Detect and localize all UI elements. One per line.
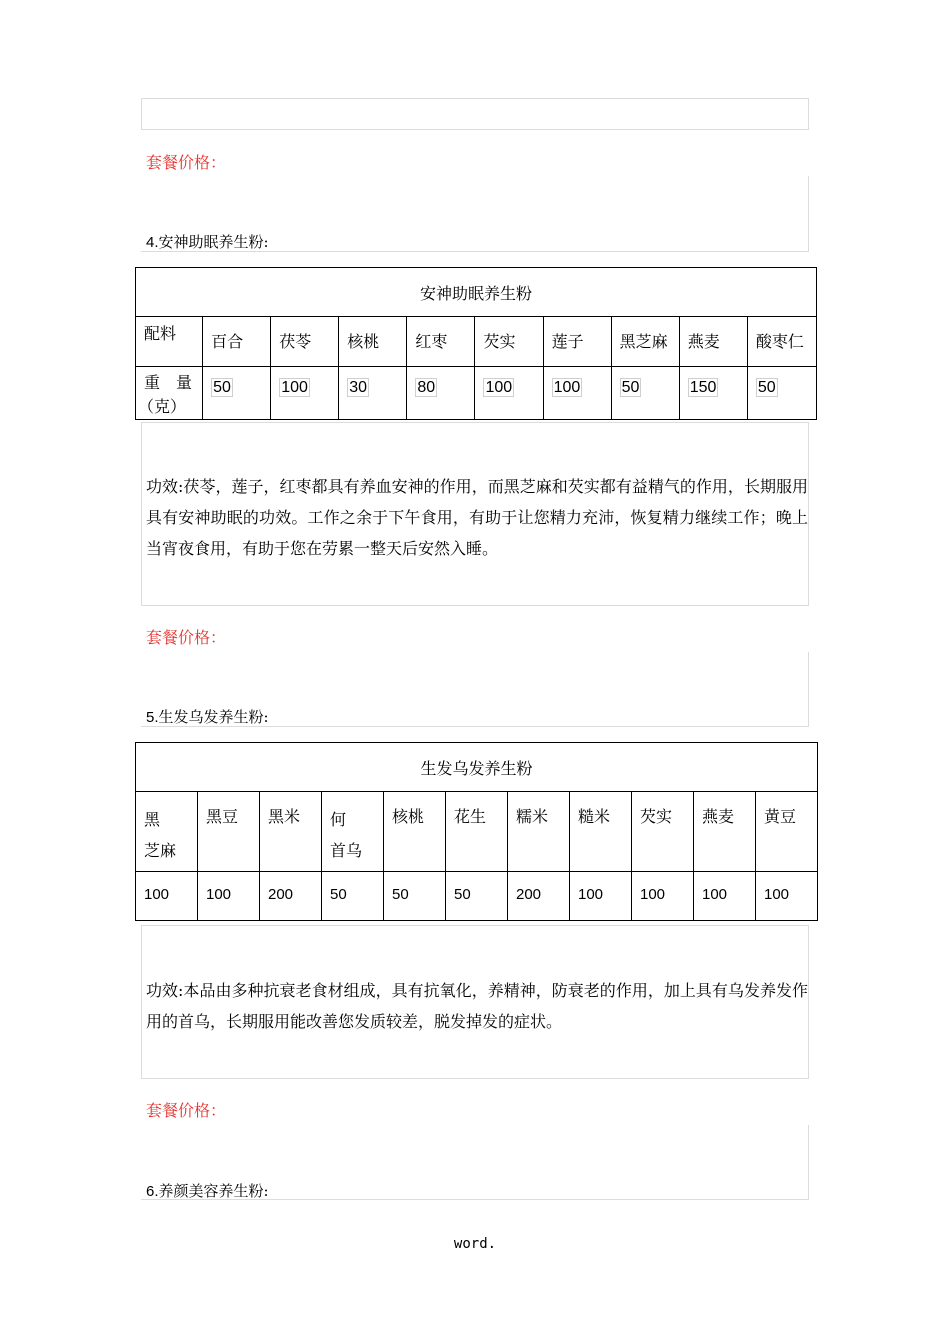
table-cell: 核桃: [339, 317, 407, 367]
table-cell: 核桃: [384, 792, 446, 872]
table-cell: 100: [198, 872, 260, 921]
table-cell: 百合: [203, 317, 271, 367]
table-cell: 芡实: [632, 792, 694, 872]
table-cell: 50: [203, 367, 271, 420]
table-cell: 100: [756, 872, 818, 921]
table-cell: 芡实: [475, 317, 543, 367]
table-cell: 黑豆: [198, 792, 260, 872]
table-cell: 茯苓: [271, 317, 339, 367]
table-cell: 50: [446, 872, 508, 921]
table-cell: 50: [747, 367, 816, 420]
package-price-label: 套餐价格：: [146, 1101, 227, 1120]
section-number: 5.: [146, 709, 159, 726]
package-price-label: 套餐价格：: [146, 153, 227, 172]
table-cell: 黑 芝麻: [136, 792, 198, 872]
table-title: 安神助眠养生粉: [136, 268, 817, 317]
ingredient-table-5: [135, 742, 818, 921]
frame-line: [808, 1125, 809, 1200]
section-heading-6: [146, 1180, 269, 1201]
section-heading-5: [146, 706, 269, 727]
table-row-label: 重 量 （克）: [136, 367, 203, 420]
effect-paragraph-5: 功效:本品由多种抗衰老食材组成，具有抗氧化，养精神，防衰老的作用，加上具有乌发养发作用的首乌，长期服用能改善您发质较差，脱发掉发的症状。: [146, 981, 808, 1031]
section-title: 养颜美容养生粉:: [158, 1182, 269, 1200]
table-cell: 100: [570, 872, 632, 921]
package-price-label: 套餐价格：: [146, 628, 227, 647]
ingredient-table-4: [135, 267, 817, 420]
table-cell: 何 首乌: [322, 792, 384, 872]
section-title: 生发乌发养生粉:: [158, 708, 269, 726]
table-cell: 150: [679, 367, 747, 420]
table-cell: 酸枣仁: [747, 317, 816, 367]
section-heading-4: [146, 231, 269, 252]
section-number: 6.: [146, 1183, 159, 1200]
table-cell: 100: [543, 367, 611, 420]
table-cell: 100: [136, 872, 198, 921]
table-cell: 50: [611, 367, 679, 420]
table-cell: 100: [271, 367, 339, 420]
table-cell: 糙米: [570, 792, 632, 872]
table-cell: 莲子: [543, 317, 611, 367]
table-cell: 30: [339, 367, 407, 420]
section-number: 4.: [146, 234, 159, 251]
empty-frame-top: [141, 98, 809, 130]
table-cell: 100: [694, 872, 756, 921]
table-cell: 红枣: [407, 317, 475, 367]
page-footer: word.: [453, 1236, 497, 1252]
frame-line: [808, 652, 809, 727]
table-cell: 80: [407, 367, 475, 420]
table-cell: 100: [632, 872, 694, 921]
table-cell: 100: [475, 367, 543, 420]
table-cell: 50: [384, 872, 446, 921]
table-cell: 黑米: [260, 792, 322, 872]
table-cell: 200: [508, 872, 570, 921]
table-cell: 黄豆: [756, 792, 818, 872]
table-cell: 黑芝麻: [611, 317, 679, 367]
table-cell: 燕麦: [694, 792, 756, 872]
effect-paragraph-4: 功效:茯苓，莲子，红枣都具有养血安神的作用，而黑芝麻和芡实都有益精气的作用，长期服用具有安神助眠的功效。工作之余于下午食用，有助于让您精力充沛，恢复精力继续工作；晚上当宵夜食用，有助于您在劳累一整天后安然入睡。: [146, 477, 808, 558]
frame-line: [808, 176, 809, 252]
section-title: 安神助眠养生粉:: [158, 233, 269, 251]
table-cell: 50: [322, 872, 384, 921]
table-title: 生发乌发养生粉: [136, 743, 818, 792]
table-cell: 燕麦: [679, 317, 747, 367]
table-cell: 花生: [446, 792, 508, 872]
table-row-label: 配料: [136, 317, 203, 367]
table-cell: 糯米: [508, 792, 570, 872]
table-cell: 200: [260, 872, 322, 921]
